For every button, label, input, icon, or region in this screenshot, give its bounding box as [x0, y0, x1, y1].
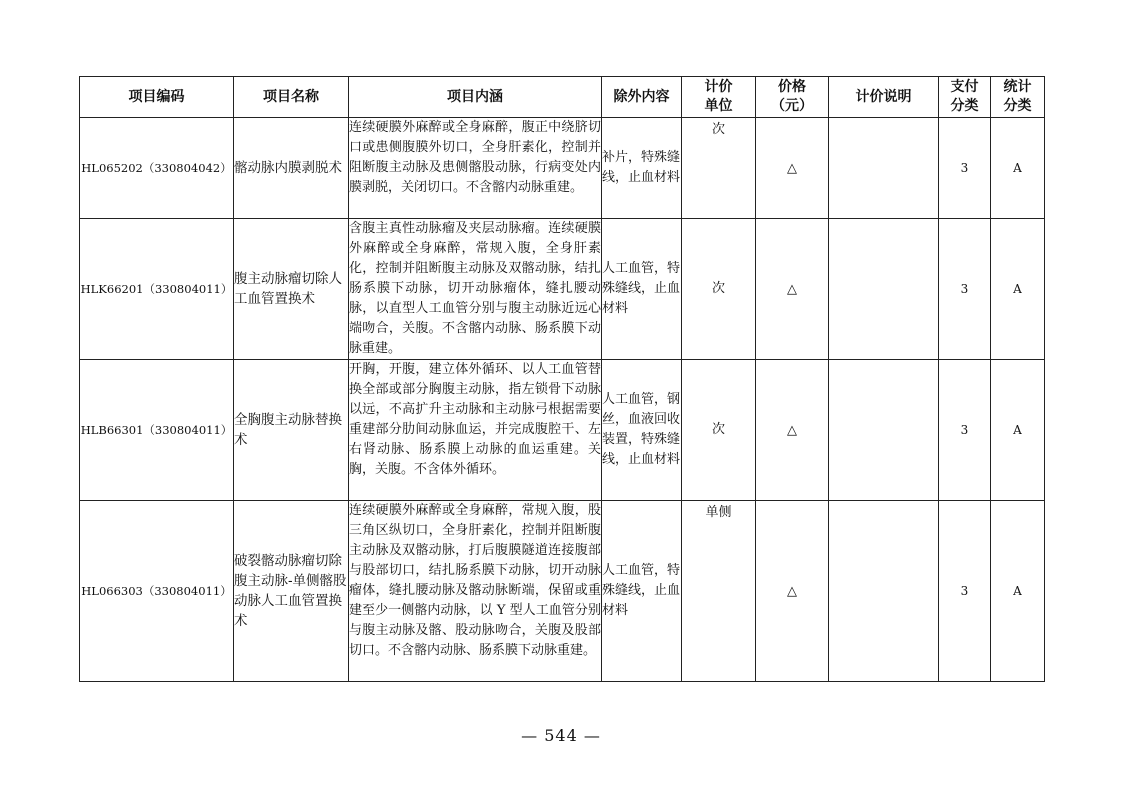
item-stat-class: A [991, 501, 1045, 682]
page-number: — 544 — [521, 726, 601, 745]
header-code: 项目编码 [80, 77, 234, 118]
item-exclusions: 人工血管，钢丝，血液回收装置，特殊缝线，止血材料 [602, 360, 682, 501]
table-row [80, 219, 1045, 360]
item-unit: 次 [682, 118, 756, 219]
item-exclusions: 人工血管，特殊缝线，止血材料 [602, 219, 682, 360]
item-code: HL065202（330804042） [80, 118, 234, 219]
item-unit: 次 [682, 219, 756, 360]
item-unit: 次 [682, 360, 756, 501]
header-payment-class: 支付 分类 [939, 77, 991, 118]
item-name: 腹主动脉瘤切除人工血管置换术 [234, 219, 349, 360]
item-code: HLK66201（330804011） [80, 219, 234, 360]
table-row [80, 118, 1045, 219]
item-name: 全胸腹主动脉替换术 [234, 360, 349, 501]
item-price: △ [756, 360, 829, 501]
item-content: 连续硬膜外麻醉或全身麻醉，腹正中绕脐切口或患侧腹膜外切口，全身肝素化，控制并阻断腹主动脉及患侧髂股动脉，行病变处内膜剥脱，关闭切口。不含髂内动脉重建。 [349, 118, 602, 219]
item-price: △ [756, 118, 829, 219]
header-unit: 计价 单位 [682, 77, 756, 118]
item-content: 连续硬膜外麻醉或全身麻醉，常规入腹，股三角区纵切口，全身肝素化，控制并阻断腹主动脉及双髂动脉，打后腹膜隧道连接腹部与股部切口，结扎肠系膜下动脉，切开动脉瘤体，缝扎腰动脉及髂动脉断端，保留或重建至少一侧髂内动脉，以 Y 型人工血管分别与腹主动脉及髂、股动脉吻合，关腹及股部切口。不含髂内动脉、肠系膜下动脉重建。 [349, 501, 602, 682]
header-content: 项目内涵 [349, 77, 602, 118]
item-pricing-note [829, 219, 939, 360]
item-content: 含腹主真性动脉瘤及夹层动脉瘤。连续硬膜外麻醉或全身麻醉，常规入腹，全身肝素化，控制并阻断腹主动脉及双髂动脉，结扎肠系膜下动脉，切开动脉瘤体，缝扎腰动脉，以直型人工血管分别与腹主动脉近远心端吻合，关腹。不含髂内动脉、肠系膜下动脉重建。 [349, 219, 602, 360]
item-payment-class: 3 [939, 360, 991, 501]
item-content: 开胸，开腹，建立体外循环、以人工血管替换全部或部分胸腹主动脉，指左锁骨下动脉以远，不高扩升主动脉和主动脉弓根据需要重建部分肋间动脉血运，并完成腹腔干、左右肾动脉、肠系膜上动脉的血运重建。关胸，关腹。不含体外循环。 [349, 360, 602, 501]
item-name: 破裂髂动脉瘤切除腹主动脉-单侧髂股动脉人工血管置换术 [234, 501, 349, 682]
item-pricing-note [829, 118, 939, 219]
item-exclusions: 补片，特殊缝线，止血材料 [602, 118, 682, 219]
item-unit: 单侧 [682, 501, 756, 682]
price-table [79, 76, 1045, 682]
header-pricing-note: 计价说明 [829, 77, 939, 118]
item-pricing-note [829, 360, 939, 501]
item-stat-class: A [991, 118, 1045, 219]
item-exclusions: 人工血管，特殊缝线，止血材料 [602, 501, 682, 682]
item-payment-class: 3 [939, 501, 991, 682]
header-stat-class: 统计 分类 [991, 77, 1045, 118]
table-row [80, 360, 1045, 501]
item-name: 髂动脉内膜剥脱术 [234, 118, 349, 219]
item-code: HL066303（330804011） [80, 501, 234, 682]
header-price: 价格 （元） [756, 77, 829, 118]
item-payment-class: 3 [939, 118, 991, 219]
item-payment-class: 3 [939, 219, 991, 360]
item-stat-class: A [991, 219, 1045, 360]
item-stat-class: A [991, 360, 1045, 501]
item-pricing-note [829, 501, 939, 682]
header-name: 项目名称 [234, 77, 349, 118]
item-price: △ [756, 501, 829, 682]
item-code: HLB66301（330804011） [80, 360, 234, 501]
item-price: △ [756, 219, 829, 360]
table-row [80, 501, 1045, 682]
header-exclusions: 除外内容 [602, 77, 682, 118]
header-row [80, 77, 1045, 118]
